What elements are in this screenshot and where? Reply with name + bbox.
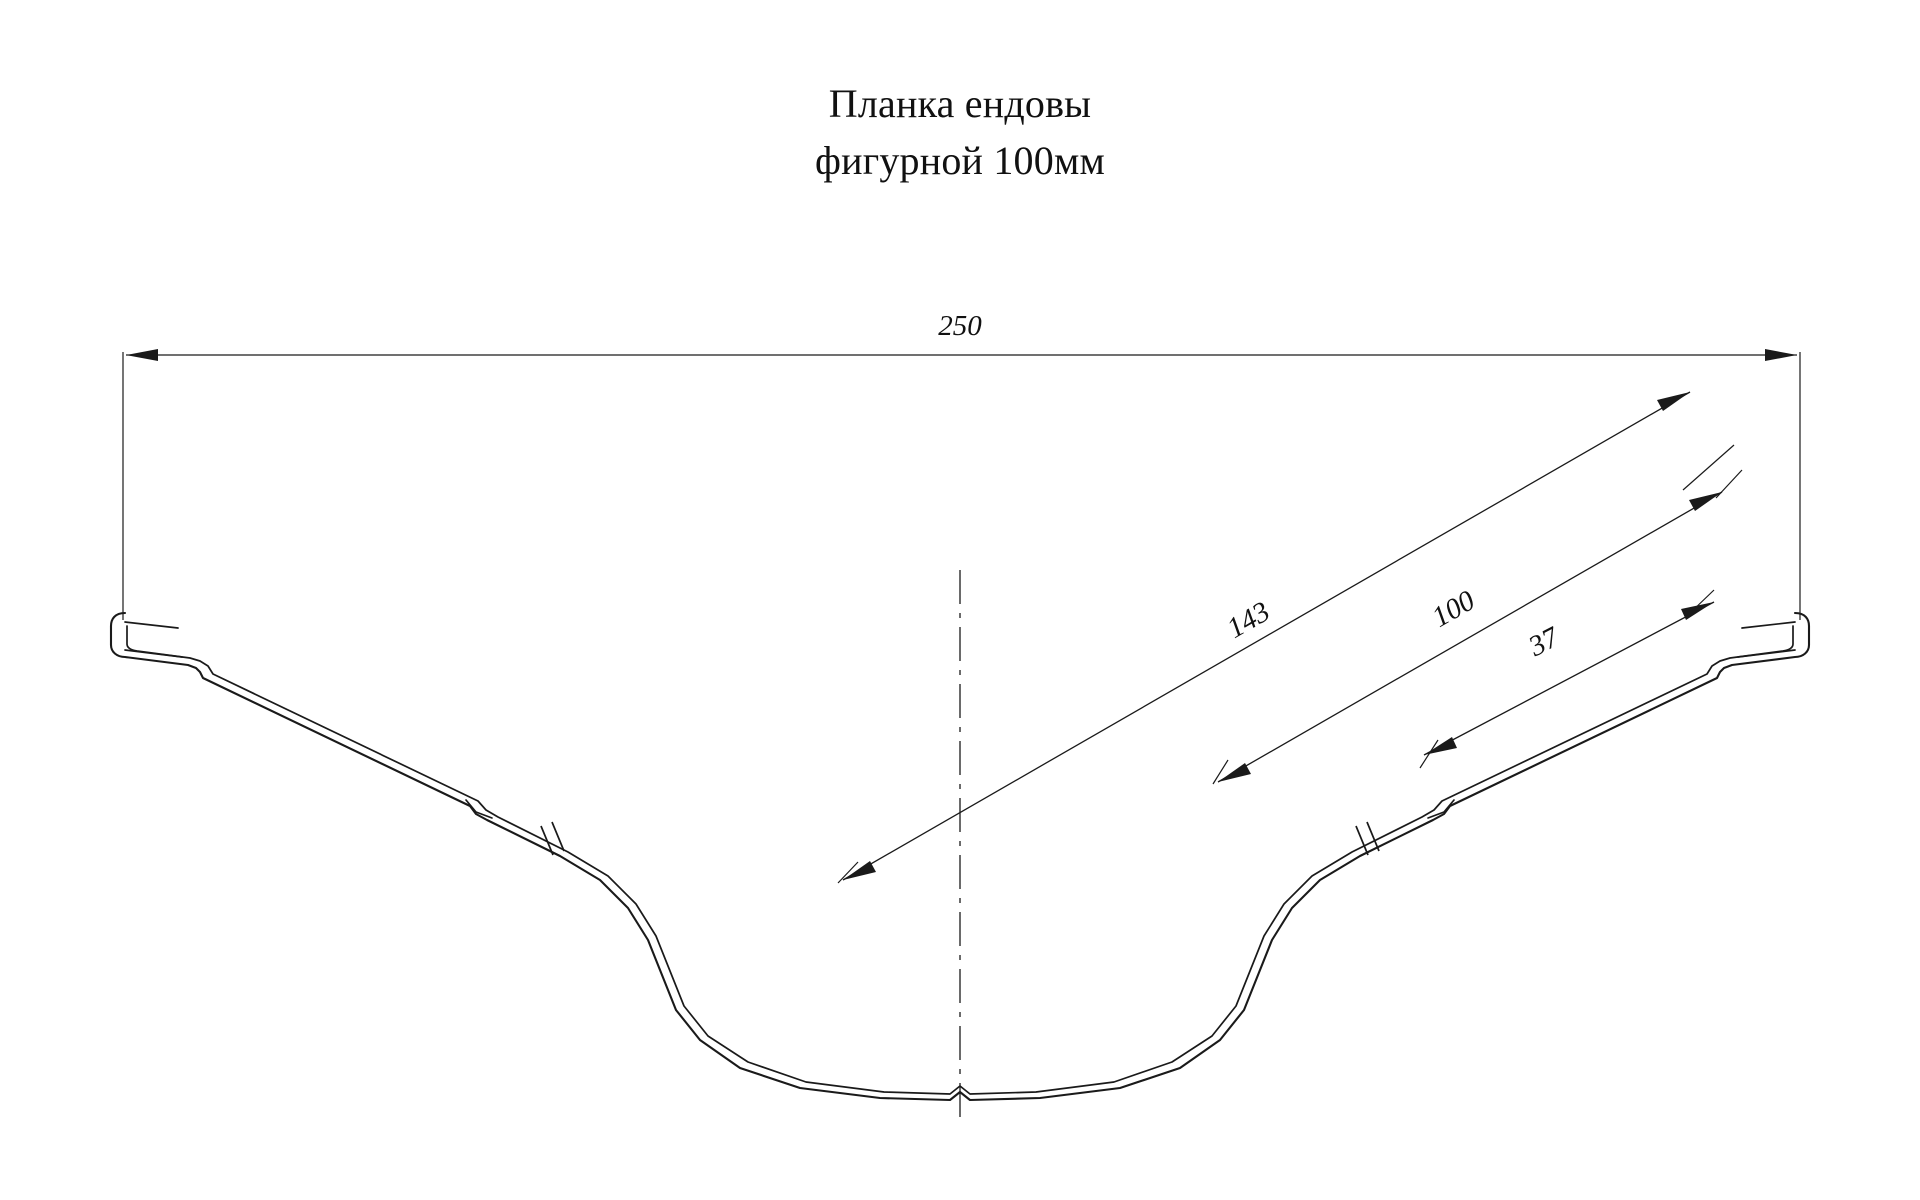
arrowhead-right-250 (1765, 349, 1797, 361)
dim-label-250: 250 (938, 310, 982, 342)
dim-line-143 (843, 392, 1690, 880)
dimension-100 (1213, 470, 1742, 784)
dim-label-100: 100 (1426, 584, 1481, 634)
hem-detail-left (125, 622, 182, 657)
title-line-2: фигурной 100мм (815, 137, 1105, 183)
ext-line-37-start (1420, 740, 1438, 768)
break-tick-right-1 (1356, 826, 1368, 855)
arrowhead-143-end (1657, 392, 1690, 411)
ext-line-143-end (1683, 445, 1734, 490)
arrowhead-100-start (1218, 763, 1251, 782)
hem-detail-right (1738, 622, 1795, 657)
break-mark-left (541, 822, 564, 855)
dim-line-37 (1424, 602, 1714, 755)
arrowhead-37-end (1681, 602, 1714, 620)
arrowhead-100-end (1689, 492, 1722, 511)
arrowhead-left-250 (126, 349, 158, 361)
title-line-1: Планка ендовы (828, 81, 1092, 126)
dim-label-143: 143 (1221, 595, 1276, 645)
dimension-143 (838, 392, 1734, 883)
break-tick-right-2 (1367, 822, 1379, 851)
dim-label-37: 37 (1523, 621, 1565, 663)
dimension-250 (123, 310, 1800, 620)
arrowhead-37-start (1424, 737, 1457, 755)
arrowhead-143-start (843, 861, 876, 880)
break-mark-right (1356, 822, 1379, 855)
